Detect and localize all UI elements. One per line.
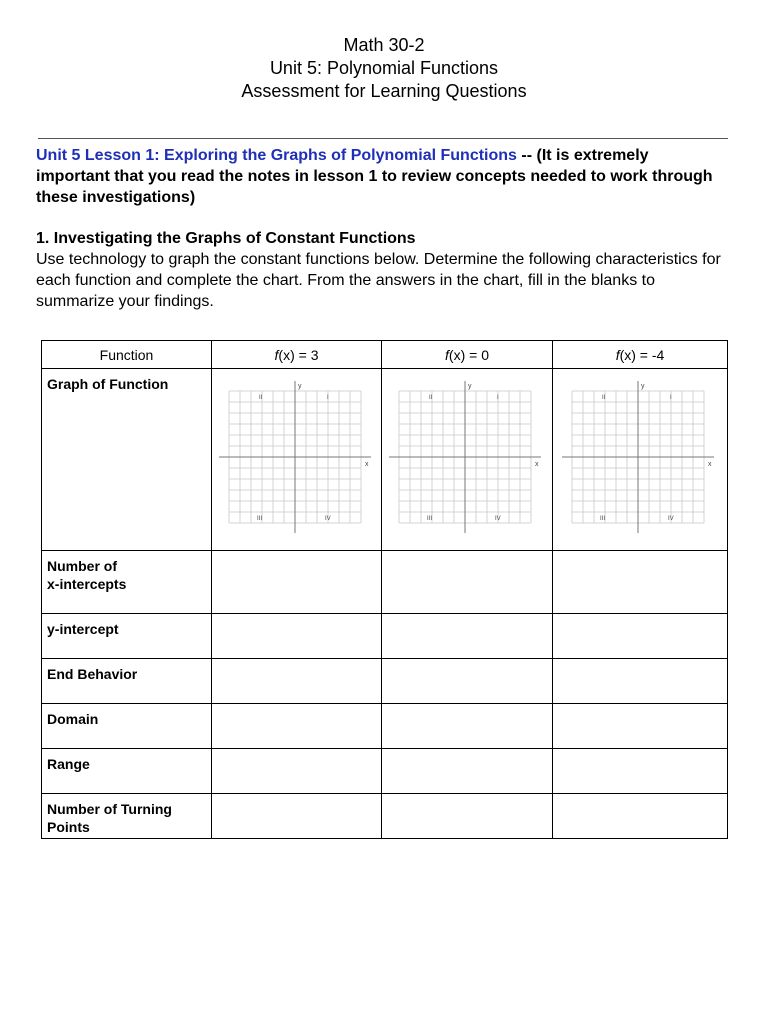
- y-intercept-row: [42, 614, 728, 659]
- row-label-y-intercept: y-intercept: [42, 614, 212, 659]
- answer-cell[interactable]: [382, 749, 553, 794]
- graph-cell-2[interactable]: [382, 369, 553, 551]
- answer-cell[interactable]: [212, 659, 382, 704]
- quadrant-label: III: [256, 516, 262, 522]
- quadrant-label: II: [429, 395, 433, 401]
- function-rest: = 0: [465, 346, 489, 363]
- row-label-graph: Graph of Function: [42, 369, 212, 551]
- function-arg: (x): [619, 346, 636, 363]
- answer-cell[interactable]: [553, 659, 728, 704]
- x-axis-label: x: [364, 461, 368, 468]
- quadrant-label: IV: [668, 516, 674, 522]
- function-name: f: [445, 346, 449, 363]
- answer-cell[interactable]: [212, 794, 382, 839]
- x-axis-label: x: [708, 461, 712, 468]
- quadrant-label: III: [600, 516, 606, 522]
- lesson-heading: [36, 145, 726, 208]
- quadrant-label: II: [602, 395, 606, 401]
- graph-cell-3[interactable]: [553, 369, 728, 551]
- row-label-turning-points: [42, 794, 212, 839]
- quadrant-label: IV: [324, 516, 331, 522]
- graph-cell-1[interactable]: [212, 369, 382, 551]
- graph-row: [42, 369, 728, 551]
- function-arg: (x): [448, 346, 466, 363]
- function-header-2: [382, 341, 553, 369]
- answer-cell[interactable]: [212, 551, 382, 614]
- function-name: f: [615, 346, 620, 363]
- function-rest: = -4: [635, 346, 665, 363]
- document-title: [0, 34, 768, 103]
- quadrant-label: I: [326, 395, 329, 401]
- answer-cell[interactable]: [212, 614, 382, 659]
- section-heading: 1. Investigating the Graphs of Constant Functions: [36, 230, 416, 247]
- section-instructions: Use technology to graph the constant functions below. Determine the following characteristics for each function and complete the chart. From the answers in the chart, fill in the blanks to summarize your findings.: [36, 251, 721, 310]
- end-behavior-row: [42, 659, 728, 704]
- function-arg: (x): [278, 346, 295, 363]
- lesson-note: -- (It is extremely important that you read the notes in lesson 1 to review concepts needed to work through these investigations): [36, 147, 713, 206]
- x-intercepts-row: [42, 551, 728, 614]
- domain-row: [42, 704, 728, 749]
- quadrant-label: II: [258, 395, 262, 401]
- lesson-title: Unit 5 Lesson 1: Exploring the Graphs of Polynomial Functions: [36, 147, 517, 164]
- coordinate-grid: [217, 379, 377, 549]
- function-name: f: [274, 346, 279, 363]
- unit-title: Unit 5: Polynomial Functions: [269, 58, 499, 78]
- answer-cell[interactable]: [553, 704, 728, 749]
- horizontal-rule: [38, 138, 728, 139]
- function-header-3: [553, 341, 728, 369]
- quadrant-label: I: [670, 395, 672, 401]
- range-row: [42, 749, 728, 794]
- quadrant-label: I: [497, 395, 499, 401]
- answer-cell[interactable]: [382, 704, 553, 749]
- coordinate-grid: [387, 379, 547, 549]
- function-column-header: Function: [42, 341, 212, 369]
- answer-cell[interactable]: [382, 794, 553, 839]
- row-label-x-intercepts: [42, 551, 212, 614]
- answer-cell[interactable]: [382, 551, 553, 614]
- row-label-line: Points: [47, 819, 90, 835]
- x-axis-label: x: [535, 461, 539, 468]
- turning-points-row: [42, 794, 728, 839]
- assessment-title: Assessment for Learning Questions: [241, 81, 527, 101]
- answer-cell[interactable]: [382, 614, 553, 659]
- coordinate-grid: [560, 379, 720, 549]
- answer-cell[interactable]: [382, 659, 553, 704]
- quadrant-label: IV: [495, 516, 501, 522]
- row-label-line: Number of Turning: [47, 801, 172, 817]
- quadrant-label: III: [427, 516, 433, 522]
- course-title: Math 30-2: [343, 35, 425, 55]
- row-label-range: Range: [42, 749, 212, 794]
- row-label-line: x-intercepts: [47, 576, 127, 592]
- row-label-end-behavior: End Behavior: [42, 659, 212, 704]
- y-axis-label: y: [641, 383, 645, 390]
- table-header-row: [42, 341, 728, 369]
- characteristics-table: [41, 340, 728, 839]
- answer-cell[interactable]: [212, 704, 382, 749]
- y-axis-label: y: [297, 383, 301, 390]
- function-rest: = 3: [294, 346, 319, 363]
- function-header-1: [212, 341, 382, 369]
- row-label-line: Number of: [47, 558, 117, 574]
- row-label-domain: Domain: [42, 704, 212, 749]
- investigation-section: [36, 228, 726, 312]
- answer-cell[interactable]: [553, 794, 728, 839]
- answer-cell[interactable]: [553, 749, 728, 794]
- answer-cell[interactable]: [212, 749, 382, 794]
- answer-cell[interactable]: [553, 614, 728, 659]
- answer-cell[interactable]: [553, 551, 728, 614]
- y-axis-label: y: [468, 383, 472, 390]
